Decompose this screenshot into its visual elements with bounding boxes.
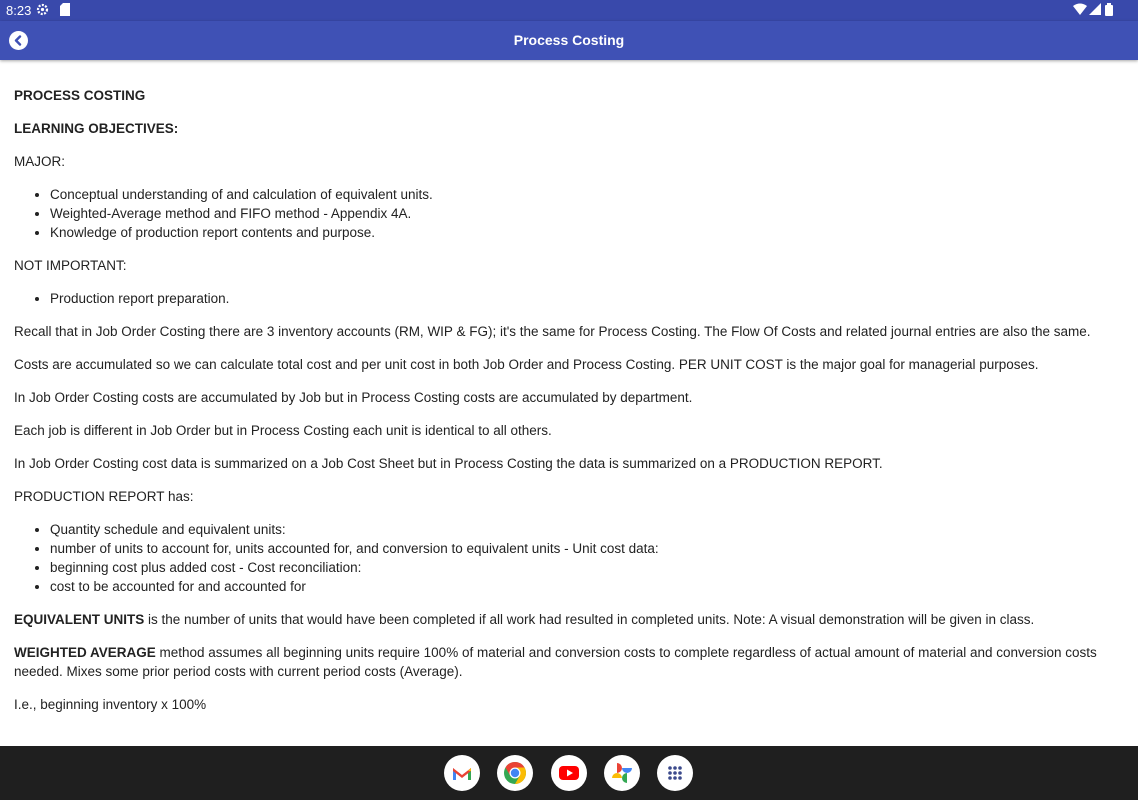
content-area <box>14 86 1122 746</box>
report-label: PRODUCTION REPORT has: <box>14 489 194 504</box>
objectives-heading: LEARNING OBJECTIVES: <box>14 121 179 136</box>
not-important-label: NOT IMPORTANT: <box>14 258 127 273</box>
youtube-icon[interactable] <box>551 755 587 791</box>
app-drawer-icon[interactable] <box>657 755 693 791</box>
list-item: • Weighted-Average method and FIFO method - Appendix 4A. <box>50 204 1122 223</box>
ie-line: I.e., beginning inventory x 100% <box>14 697 207 712</box>
equivalent-units-paragraph: EQUIVALENT UNITS is the number of units that would have been completed if all work had resulted in completed units. Note: A visual demonstration will be given in class. <box>14 612 1035 627</box>
list-item: • cost to be accounted for and accounted for <box>50 577 1122 596</box>
major-list <box>14 185 1122 242</box>
wifi-icon <box>1073 3 1087 18</box>
signal-icon <box>1089 3 1101 18</box>
list-item: • Quantity schedule and equivalent units: <box>50 520 1122 539</box>
status-time: 8:23 <box>6 3 32 18</box>
paragraph: Costs are accumulated so we can calculate total cost and per unit cost in both Job Order and Process Costing. PER UNIT COST is the major goal for managerial purposes. <box>14 357 1039 372</box>
paragraph: Each job is different in Job Order but in Process Costing each unit is identical to all others. <box>14 423 552 438</box>
gmail-icon[interactable] <box>444 755 480 791</box>
heading: PROCESS COSTING <box>14 88 146 103</box>
page-title: Process Costing <box>513 32 625 48</box>
list-item: • Knowledge of production report contents and purpose. <box>50 223 1122 242</box>
settings-icon <box>36 3 49 19</box>
weighted-average-paragraph: WEIGHTED AVERAGE method assumes all beginning units require 100% of material and conversion costs to complete regardless of actual amount of material and conversion costs needed. Mixes some prior period costs with current period costs (Average). <box>14 645 1097 679</box>
photos-icon[interactable] <box>604 755 640 791</box>
status-bar <box>0 0 1138 21</box>
list-item: • beginning cost plus added cost - Cost reconciliation: <box>50 558 1122 577</box>
paragraph: In Job Order Costing costs are accumulated by Job but in Process Costing costs are accumulated by department. <box>14 390 693 405</box>
paragraph: Recall that in Job Order Costing there are 3 inventory accounts (RM, WIP & FG); it's the same for Process Costing. The Flow Of Costs and related journal entries are also the same. <box>14 324 1091 339</box>
paragraph: In Job Order Costing cost data is summarized on a Job Cost Sheet but in Process Costing the data is summarized on a PRODUCTION REPORT. <box>14 456 883 471</box>
chrome-icon[interactable] <box>497 755 533 791</box>
list-item: • number of units to account for, units accounted for, and conversion to equivalent units - Unit cost data: <box>50 539 1122 558</box>
list-item: • Conceptual understanding of and calculation of equivalent units. <box>50 185 1122 204</box>
not-important-list <box>14 289 1122 308</box>
app-bar <box>0 21 1138 60</box>
sd-card-icon <box>60 3 70 19</box>
battery-icon <box>1105 3 1113 19</box>
report-list <box>14 520 1122 596</box>
major-label: MAJOR: <box>14 154 66 169</box>
navigation-bar <box>0 746 1138 800</box>
list-item: • Production report preparation. <box>50 289 1122 308</box>
